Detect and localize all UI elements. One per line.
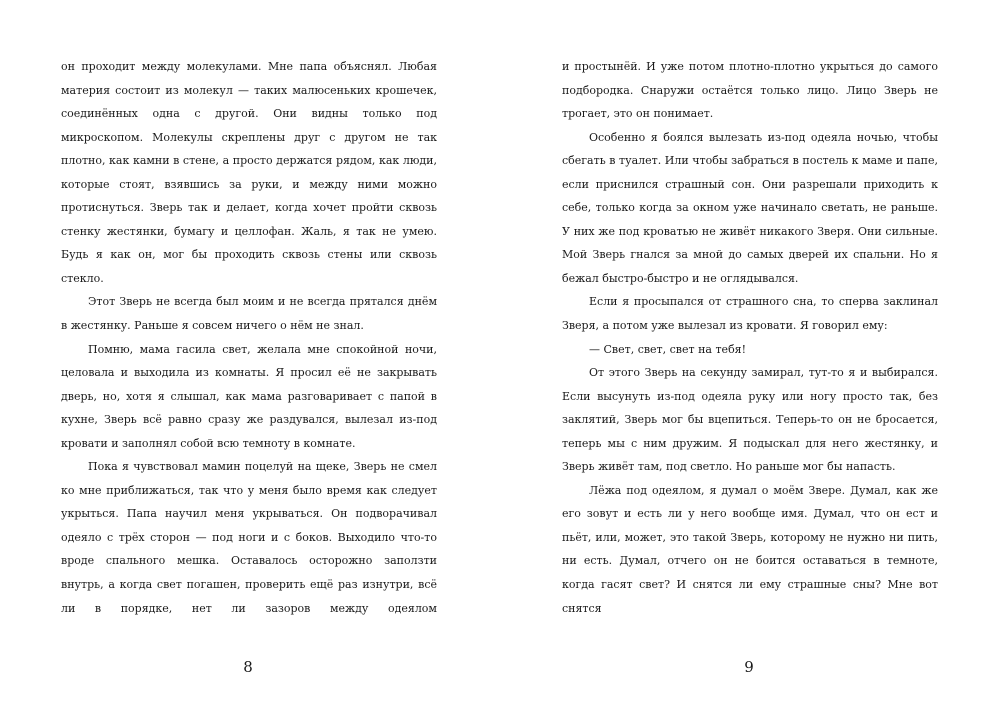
left-page xyxy=(61,55,437,615)
page-number-left: 8 xyxy=(243,658,253,676)
page-number-right: 9 xyxy=(744,658,754,676)
paragraph: — Свет, свет, свет на тебя! xyxy=(589,342,747,356)
paragraph: и простынёй. И уже потом плотно-плотно укрыться до самого подбородка. Снаружи остаётся только лицо. Лицо Зверь не трогает, это он понимает. xyxy=(562,60,938,121)
paragraph: Лёжа под одеялом, я думал о моём Звере. Думал, как же его зовут и есть ли у него вообще имя. Думал, что он ест и пьёт, или, может, это такой Зверь, которому не нужно ни пить, ни есть. Думал, отчего он не боится оставаться в темноте, когда гасят свет? И снятся ли ему страшные сны? Мне вот снятся xyxy=(562,483,938,615)
right-page-text xyxy=(562,55,938,620)
left-page-text xyxy=(61,55,437,620)
paragraph: Помню, мама гасила свет, желала мне спокойной ночи, целовала и выходила из комнаты. Я просил её не закрывать дверь, но, хотя я слышал, как мама разговаривает с папой в кухне, Зверь всё равно сразу же раздувался, вылезал из-под кровати и заполнял собой всю темноту в комнате. xyxy=(61,342,437,450)
paragraph: Особенно я боялся вылезать из-под одеяла ночью, чтобы сбегать в туалет. Или чтобы забраться в постель к маме и папе, если приснился страшный сон. Они разрешали приходить к себе, только когда за окном уже начинало светать, не раньше. У них же под кроватью не живёт никакого Зверя. Они сильные. Мой Зверь гнался за мной до самых дверей их спальни. Но я бежал быстро-быстро и не оглядывался. xyxy=(562,130,938,285)
paragraph: Пока я чувствовал мамин поцелуй на щеке, Зверь не смел ко мне приближаться, так что у меня было время как следует укрыться. Папа научил меня укрываться. Он подворачивал одеяло с трёх сторон — под ноги и с боков. Выходило что-то вроде спального мешка. Оставалось осторожно заползти внутрь, а когда свет погашен, проверить ещё раз изнутри, всё ли в порядке, нет ли зазоров между одеялом xyxy=(61,460,437,615)
paragraph: Этот Зверь не всегда был моим и не всегда прятался днём в жестянку. Раньше я совсем ничего о нём не знал. xyxy=(61,295,437,333)
paragraph: Если я просыпался от страшного сна, то сперва заклинал Зверя, а потом уже вылезал из кровати. Я говорил ему: xyxy=(562,295,938,333)
right-page xyxy=(562,55,938,615)
paragraph: он проходит между молекулами. Мне папа объяснял. Любая материя состоит из молекул — таких малюсеньких крошечек, соединённых одна с другой. Они видны только под микроскопом. Молекулы скреплены друг с другом не так плотно, как камни в стене, а просто держатся рядом, как люди, которые стоят, взявшись за руки, и между ними можно протиснуться. Зверь так и делает, когда хочет пройти сквозь стенку жестянки, бумагу и целлофан. Жаль, я так не умею. Будь я как он, мог бы проходить сквозь стены или сквозь стекло. xyxy=(61,60,437,285)
paragraph: От этого Зверь на секунду замирал, тут-то я и выбирался. Если высунуть из-под одеяла руку или ногу просто так, без заклятий, Зверь мог бы вцепиться. Теперь-то он не бросается, теперь мы с ним дружим. Я подыскал для него жестянку, и Зверь живёт там, под светло. Но раньше мог бы напасть. xyxy=(562,366,938,474)
